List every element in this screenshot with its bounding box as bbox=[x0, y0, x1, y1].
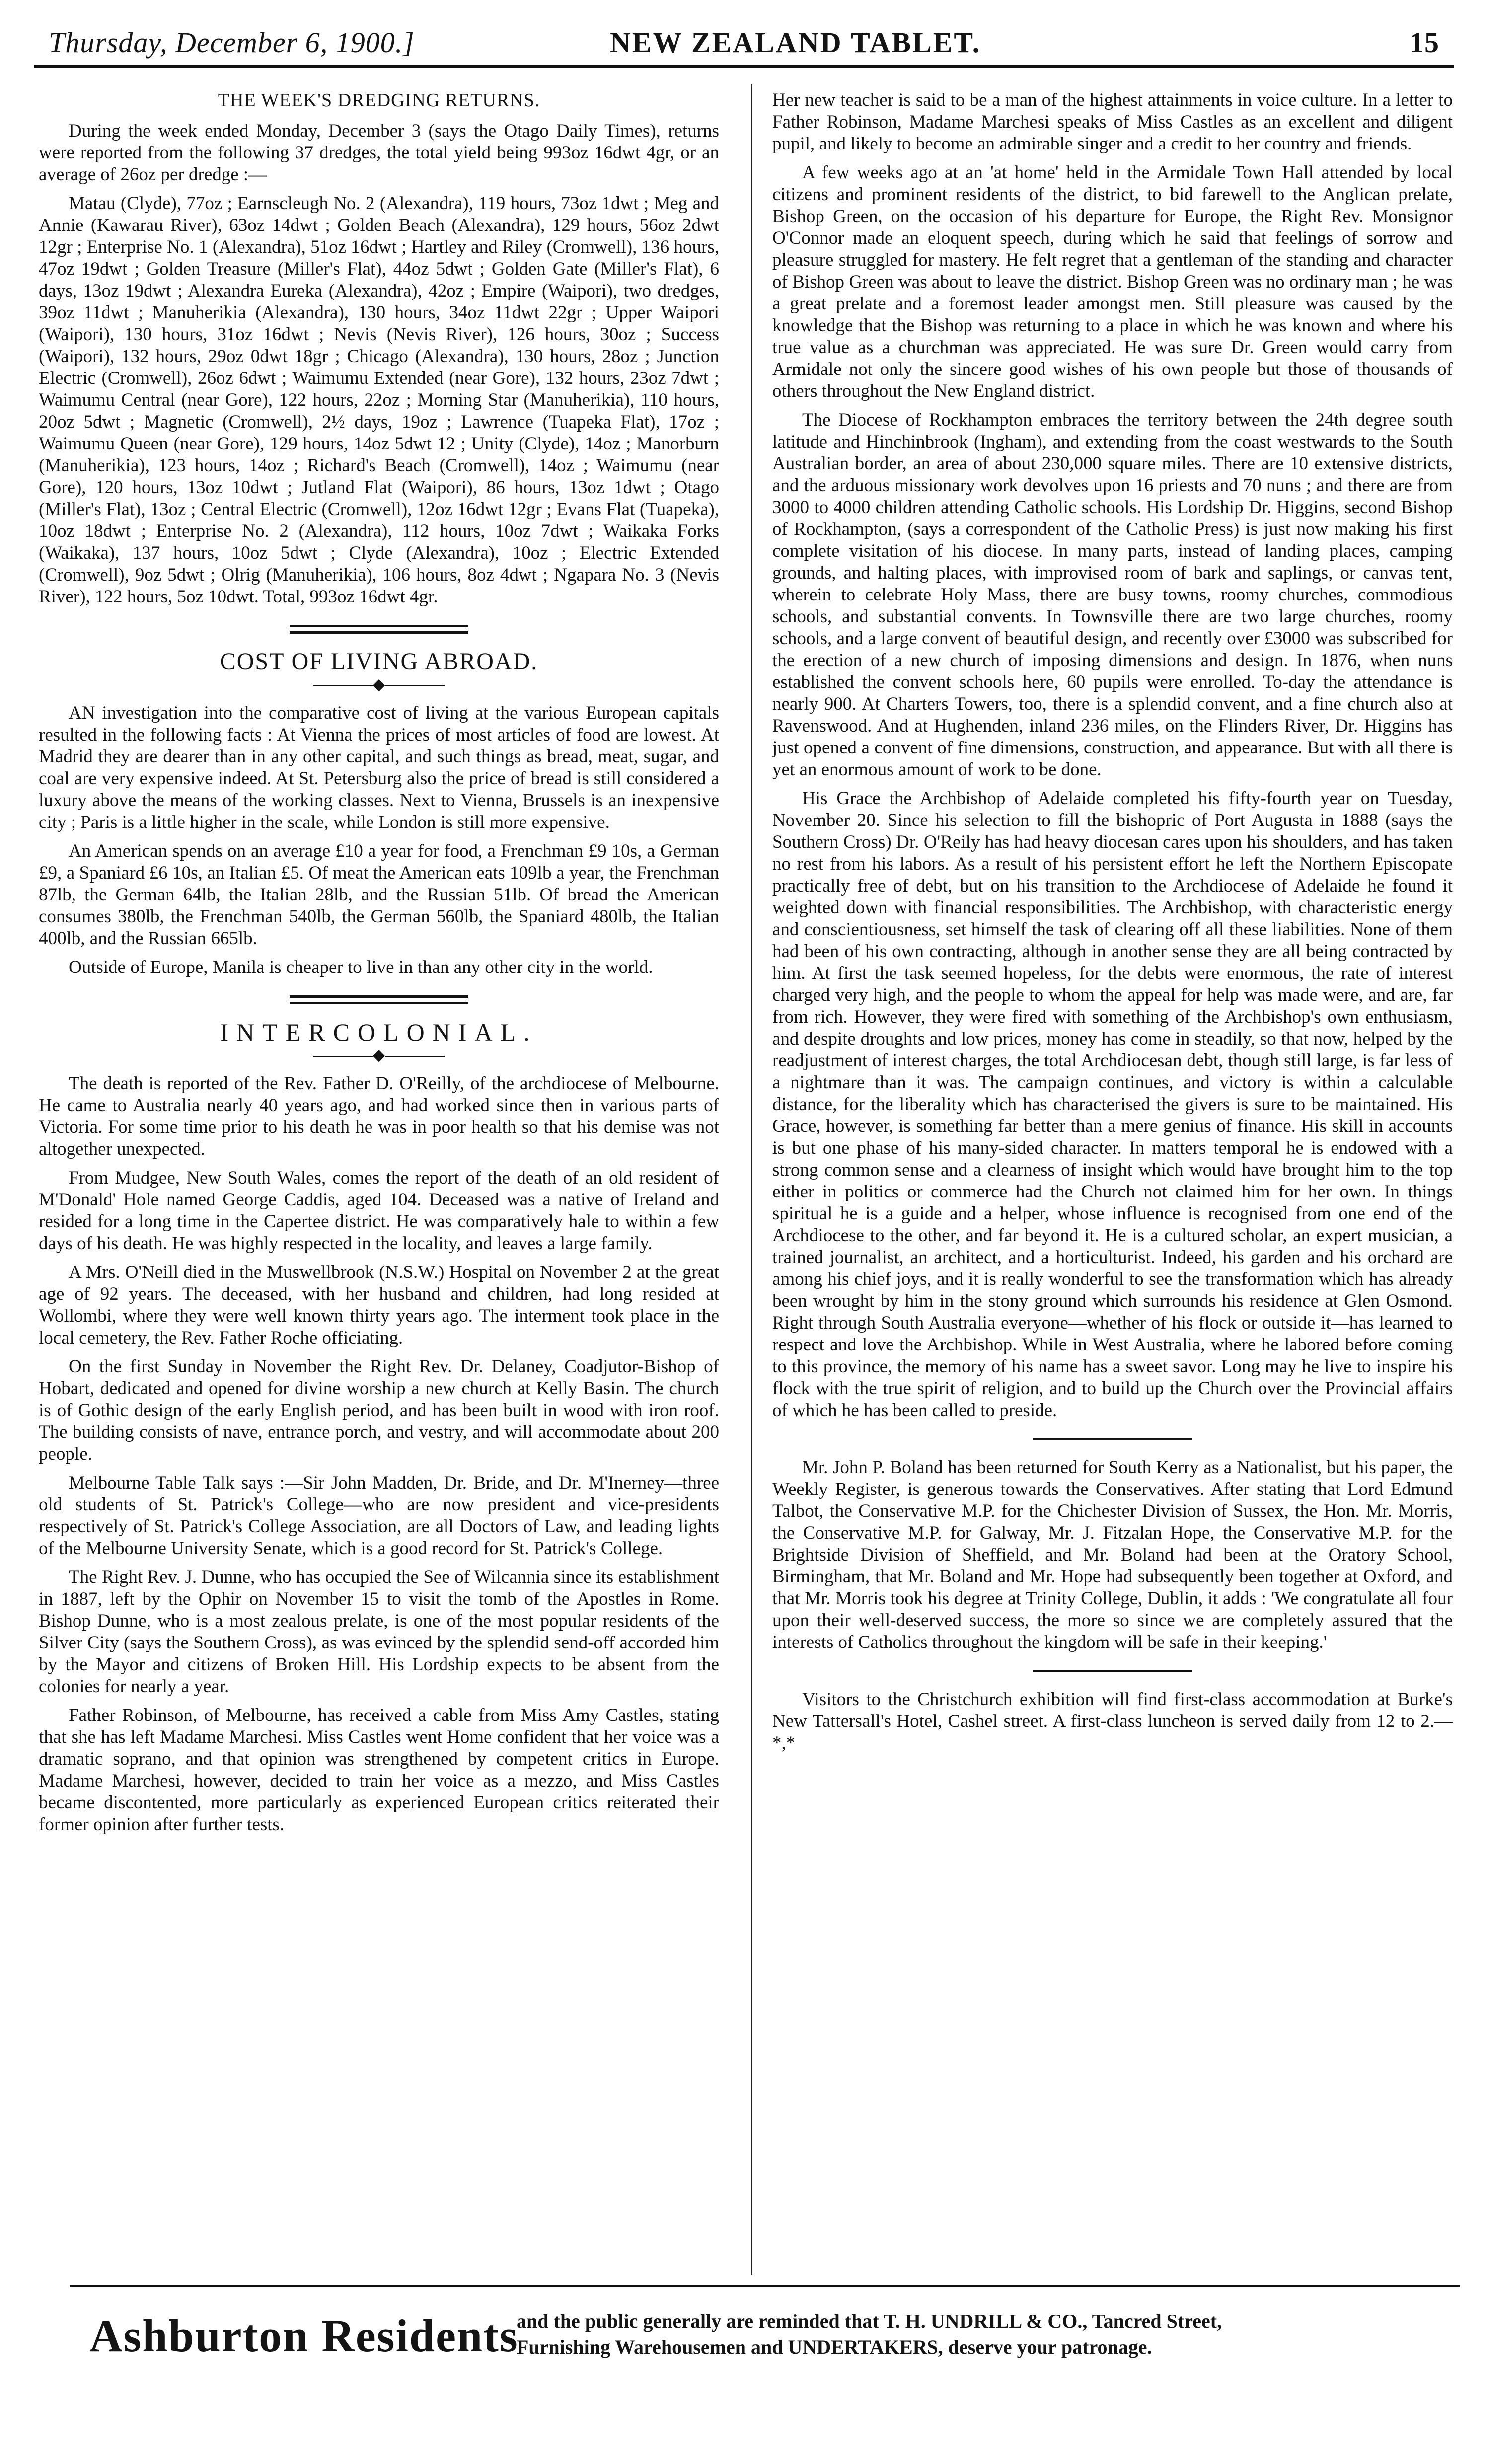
intercolonial-paragraph: The Diocese of Rockhampton embraces the territory between the 24th degree south latitude and Hinchinbrook (Ingham), and extending from the coast westwards to the South Australian border, an area of about 230,000 square miles. There are 10 extensive districts, and the arduous missionary work devolves upon 16 priests and 70 nuns ; and there are from 3000 to 4000 children attending Catholic schools. His Lordship Dr. Higgins, second Bishop of Rockhampton, (says a correspondent of the Catholic Press) is just now making his first complete visitation of his diocese. In many parts, instead of landing places, camping grounds, and halting places, with improvised room of bark and saplings, or canvas tent, wherein to celebrate Holy Mass, there are busy towns, roomy churches, commodious schools, and substantial convents. In Townsville there are two large churches, roomy schools, and a large convent of beautiful design, and recently over £3000 was subscribed for the erection of a new church of imposing dimensions and design. In 1876, when nuns established the convent schools here, 60 pupils were enrolled. To-day the attendance is nearly 900. At Charters Towers, too, there is a splendid convent, and a fine church also at Ravenswood. And at Hughenden, inland 236 miles, on the Flinders River, Dr. Higgins has just opened a convent of fine dimensions, construction, and appearance. But with all there is yet an enormous amount of work to be done. bbox=[772, 410, 1453, 780]
section-rule bbox=[1033, 1670, 1192, 1672]
footer-rule bbox=[70, 2285, 1460, 2287]
section-rule bbox=[290, 625, 468, 634]
dredging-heading: THE WEEK'S DREDGING RETURNS. bbox=[218, 90, 540, 111]
intercolonial-paragraph: From Mudgee, New South Wales, comes the report of the death of an old resident of M'Donald' Hole named George Caddis, aged 104. Deceased was a native of Ireland and resided for a long time in the Capertee district. He was comparatively hale to within a few days of his death. He was highly respected in the locality, and leaves a large family. bbox=[39, 1168, 719, 1254]
visitors-notice: Visitors to the Christchurch exhibition will find first-class accommodation at Burke's New Tattersall's Hotel, Cashel street. A first-class luncheon is served daily from 12 to 2.—*,* bbox=[772, 1689, 1453, 1753]
intercolonial-paragraph: Her new teacher is said to be a man of the highest attainments in voice culture. In a letter to Father Robinson, Madame Marchesi speaks of Miss Castles as an excellent and diligent pupil, and likely to become an admirable singer and a credit to her country and friends. bbox=[772, 90, 1453, 154]
intercolonial-paragraph: Father Robinson, of Melbourne, has received a cable from Miss Amy Castles, stating that she has left Madame Marchesi. Miss Castles went Home confident that her voice was a dramatic soprano, and that opinion was strengthened by competent critics in Europe. Madame Marchesi, however, decided to train her voice as a mezzo, and Miss Castles became discontented, more particularly as experienced European critics reiterated their former opinion after further tests. bbox=[39, 1705, 719, 1835]
dredging-returns: Matau (Clyde), 77oz ; Earnscleugh No. 2 (Alexandra), 119 hours, 73oz 1dwt ; Meg and Annie (Kawarau River), 63oz 14dwt ; Golden Beach (Alexandra), 129 hours, 56oz 2dwt 12gr ; Enterprise No. 1 (Alexandra), 51oz 16dwt ; Hartley and Riley (Cromwell), 136 hours, 47oz 19dwt ; Golden Treasure (Miller's Flat), 44oz 5dwt ; Golden Gate (Miller's Flat), 6 days, 13oz 19dwt ; Alexandra Eureka (Alexandra), 42oz ; Empire (Waipori), two dredges, 39oz 11dwt ; Manuherikia (Alexandra), 130 hours, 34oz 11dwt 22gr ; Upper Waipori (Waipori), 130 hours, 31oz 16dwt ; Nevis (Nevis River), 126 hours, 30oz ; Success (Waipori), 132 hours, 29oz 0dwt 18gr ; Chicago (Alexandra), 130 hours, 28oz ; Junction Electric (Cromwell), 26oz 6dwt ; Waimumu Extended (near Gore), 132 hours, 23oz 7dwt ; Waimumu Central (near Gore), 122 hours, 22oz ; Morning Star (Manuherikia), 110 hours, 20oz 5dwt ; Magnetic (Cromwell), 2½ days, 19oz ; Lawrence (Tuapeka Flat), 17oz ; Waimumu Queen (near Gore), 129 hours, 14oz 5dwt 12 ; Unity (Clyde), 14oz ; Manorburn (Manuherikia), 123 hours, 14oz ; Richard's Beach (Cromwell), 14oz ; Waimumu (near Gore), 120 hours, 13oz 10dwt ; Jutland Flat (Waipori), 86 hours, 13oz 1dwt ; Otago (Miller's Flat), 13oz ; Central Electric (Cromwell), 12oz 16dwt 12gr ; Evans Flat (Tuapeka), 10oz 18dwt ; Enterprise No. 2 (Alexandra), 112 hours, 10oz 7dwt ; Waikaka Forks (Waikaka), 137 hours, 10oz 5dwt ; Clyde (Alexandra), 10oz ; Electric Extended (Cromwell), 9oz 5dwt ; Olrig (Manuherikia), 106 hours, 8oz 4dwt ; Ngapara No. 3 (Nevis River), 122 hours, 5oz 10dwt. Total, 993oz 16dwt 4gr. bbox=[39, 193, 719, 607]
section-rule bbox=[1033, 1438, 1192, 1440]
cost-paragraph: Outside of Europe, Manila is cheaper to live in than any other city in the world. bbox=[69, 957, 653, 977]
intercolonial-paragraph: The Right Rev. J. Dunne, who has occupied the See of Wilcannia since its establishment in 1887, left by the Ophir on November 15 to visit the tomb of the Apostles in Rome. Bishop Dunne, who is a most zealous prelate, is one of the most popular residents of the Silver City (says the Southern Cross), as was evinced by the splendid send-off accorded him by the Mayor and citizens of Broken Hill. His Lordship expects to be absent from the colonies for nearly a year. bbox=[39, 1567, 719, 1697]
intercolonial-paragraph: The death is reported of the Rev. Father D. O'Reilly, of the archdiocese of Melbourne. He came to Australia nearly 40 years ago, and had worked since then in various parts of Victoria. For some time prior to his death he was in poor health so that his demise was not altogether unexpected. bbox=[39, 1073, 719, 1159]
intercolonial-heading: INTERCOLONIAL. bbox=[220, 1018, 538, 1046]
left-column bbox=[39, 89, 719, 1843]
issue-date: Thursday, December 6, 1900.] bbox=[49, 26, 415, 59]
intercolonial-paragraph: Melbourne Table Talk says :—Sir John Madden, Dr. Bride, and Dr. M'Inerney—three old students of St. Patrick's College—who are now president and vice-presidents respectively of St. Patrick's College Association, are all Doctors of Law, and leading lights of the Melbourne University Senate, which is a good record for St. Patrick's College. bbox=[39, 1473, 719, 1559]
boland-paragraph: Mr. John P. Boland has been returned for South Kerry as a Nationalist, but his paper, the Weekly Register, is generous towards the Conservatives. After stating that Lord Edmund Talbot, the Conservative M.P. for the Chichester Division of Sussex, the Hon. Mr. Morris, the Conservative M.P. for Galway, Mr. J. Fitzalan Hope, the Conservative M.P. for the Brightside Division of Sheffield, and Mr. Boland had been at the Oratory School, Birmingham, that Mr. Boland and Mr. Hope had subsequently been together at Oxford, and that Mr. Morris took his degree at Trinity College, Dublin, it adds : 'We congratulate all four upon their well-deserved success, the more so since we are completely assured that the interests of Catholics throughout the kingdom will be safe in their keeping.' bbox=[772, 1457, 1453, 1652]
intercolonial-paragraph: On the first Sunday in November the Right Rev. Dr. Delaney, Coadjutor-Bishop of Hobart, dedicated and opened for divine worship a new church at Kelly Basin. The church is of Gothic design of the early English period, and has been built in wood with iron roof. The building consists of nave, entrance porch, and vestry, and will accommodate about 200 people. bbox=[39, 1356, 719, 1464]
intercolonial-paragraph: A few weeks ago at an 'at home' held in the Armidale Town Hall attended by local citizens and prominent residents of the district, to bid farewell to the Anglican prelate, Bishop Green, on the occasion of his departure for Europe, the Right Rev. Monsignor O'Connor made an eloquent speech, during which he said that feelings of sorrow and pleasure struggled for mastery. He felt regret that a gentleman of the standing and character of Bishop Green was about to leave the district. Bishop Green was no ordinary man ; he was a great prelate and a foremost leader amongst men. Still pleasure was caused by the knowledge that the Bishop was returning to a place in which he was known and where his true value as a churchman was appreciated. He was sure Dr. Green would carry from Armidale not only the sincere good wishes of his own people but those of thousands of others throughout the New England district. bbox=[772, 162, 1453, 401]
cost-of-living-heading: COST OF LIVING ABROAD. bbox=[220, 648, 538, 674]
masthead bbox=[34, 20, 1454, 68]
right-column bbox=[772, 89, 1453, 1761]
dredging-intro: During the week ended Monday, December 3 (says the Otago Daily Times), returns were reported from the following 37 dredges, the total yield being 993oz 16dwt 4gr, or an average of 26oz per dredge :— bbox=[39, 121, 719, 185]
advert-line: Furnishing Warehousemen and UNDERTAKERS, deserve your patronage. bbox=[517, 2336, 1152, 2358]
page-number: 15 bbox=[1410, 26, 1439, 59]
newspaper-title: NEW ZEALAND TABLET. bbox=[610, 26, 981, 59]
advert-brand: Ashburton Residents bbox=[89, 2311, 519, 2361]
section-rule bbox=[290, 995, 468, 1004]
column-divider bbox=[751, 84, 752, 2275]
diamond-icon: ◆ bbox=[373, 676, 385, 693]
masthead-rule bbox=[34, 65, 1454, 68]
cost-paragraph: An American spends on an average £10 a year for food, a Frenchman £9 10s, a German £9, a Spaniard £6 10s, an Italian £5. Of meat the American eats 109lb a year, the Frenchman 87lb, the German 64lb, the Italian 28lb, and the Russian 51lb. Of bread the American consumes 380lb, the Frenchman 540lb, the German 560lb, the Spaniard 480lb, the Italian 400lb, and the Russian 665lb. bbox=[39, 841, 719, 949]
heading-ornament bbox=[39, 1048, 719, 1063]
intercolonial-paragraph: His Grace the Archbishop of Adelaide completed his fifty-fourth year on Tuesday, November 20. Since his selection to fill the bishopric of Port Augusta in 1888 (says the Southern Cross) Dr. O'Reily has had heavy diocesan cares upon his shoulders, and has taken no rest from his labors. As a result of his persistent effort he left the Northern Episcopate practically free of debt, but on his transition to the Archdiocese of Adelaide he found it weighted down with financial responsibilities. The Archbishop, with characteristic energy and conscientiousness, set himself the task of clearing off all these liabilities. None of them had been of his own contracting, although in another sense they are all being contracted by him. At first the task seemed hopeless, for the debts were enormous, the rate of interest charged very high, and the people to whom the appeal for help was made were, and are, far from rich. However, they were fired with something of the Archbishop's own enthusiasm, and despite droughts and low prices, money has come in steadily, so that now, helped by the readjustment of interest charges, the total Archdiocesan debt, though still large, is far less of a nightmare than it was. The campaign continues, and victory is within a calculable distance, for the liberality which has characterised the givers is sure to be maintained. His Grace, however, is something far better than a mere genius of finance. His skill in accounts is but one phase of his many-sided character. In matters temporal he is endowed with a strong common sense and a clearness of insight which would have brought him to the top either in politics or commerce had the Church not claimed him for her own. In things spiritual he is a guide and a helper, whose influence is recognised from one end of the Archdiocese to the other, and far beyond it. He is a cultured scholar, an expert musician, a trained journalist, an architect, and a horticulturist. Indeed, his garden and his orchard are among his chief joys, and it is really wonderful to see the transformation which has already been wrought by him in the stony ground which surrounds his residence at Glen Osmond. Right through South Australia everyone—whether of his flock or outside it—has learned to respect and love the Archbishop. While in West Australia, where he labored before coming to this province, the memory of his name has a sweet savor. Long may he live to inspire his flock with the true spirit of religion, and to build up the Church over the Provincial affairs of which he has been called to preside. bbox=[772, 788, 1453, 1420]
advertisement bbox=[89, 2300, 1460, 2399]
advert-line: and the public generally are reminded that T. H. UNDRILL & CO., Tancred Street, bbox=[517, 2310, 1222, 2332]
advert-text bbox=[517, 2309, 1460, 2360]
diamond-icon: ◆ bbox=[373, 1047, 385, 1063]
cost-paragraph: AN investigation into the comparative cost of living at the various European capitals resulted in the following facts : At Vienna the prices of most articles of food are lowest. At Madrid they are dearer than in any other capital, and such things as bread, meat, sugar, and coal are very expensive indeed. At St. Petersburg also the price of bread is still considered a luxury above the means of the working classes. Next to Vienna, Brussels is an inexpensive city ; Paris is a little higher in the scale, while London is still more expensive. bbox=[39, 703, 719, 832]
heading-ornament bbox=[39, 677, 719, 692]
intercolonial-paragraph: A Mrs. O'Neill died in the Muswellbrook (N.S.W.) Hospital on November 2 at the great age of 92 years. The deceased, with her husband and children, had long resided at Wollombi, where they were well known thirty years ago. The interment took place in the local cemetery, the Rev. Father Roche officiating. bbox=[39, 1262, 719, 1348]
